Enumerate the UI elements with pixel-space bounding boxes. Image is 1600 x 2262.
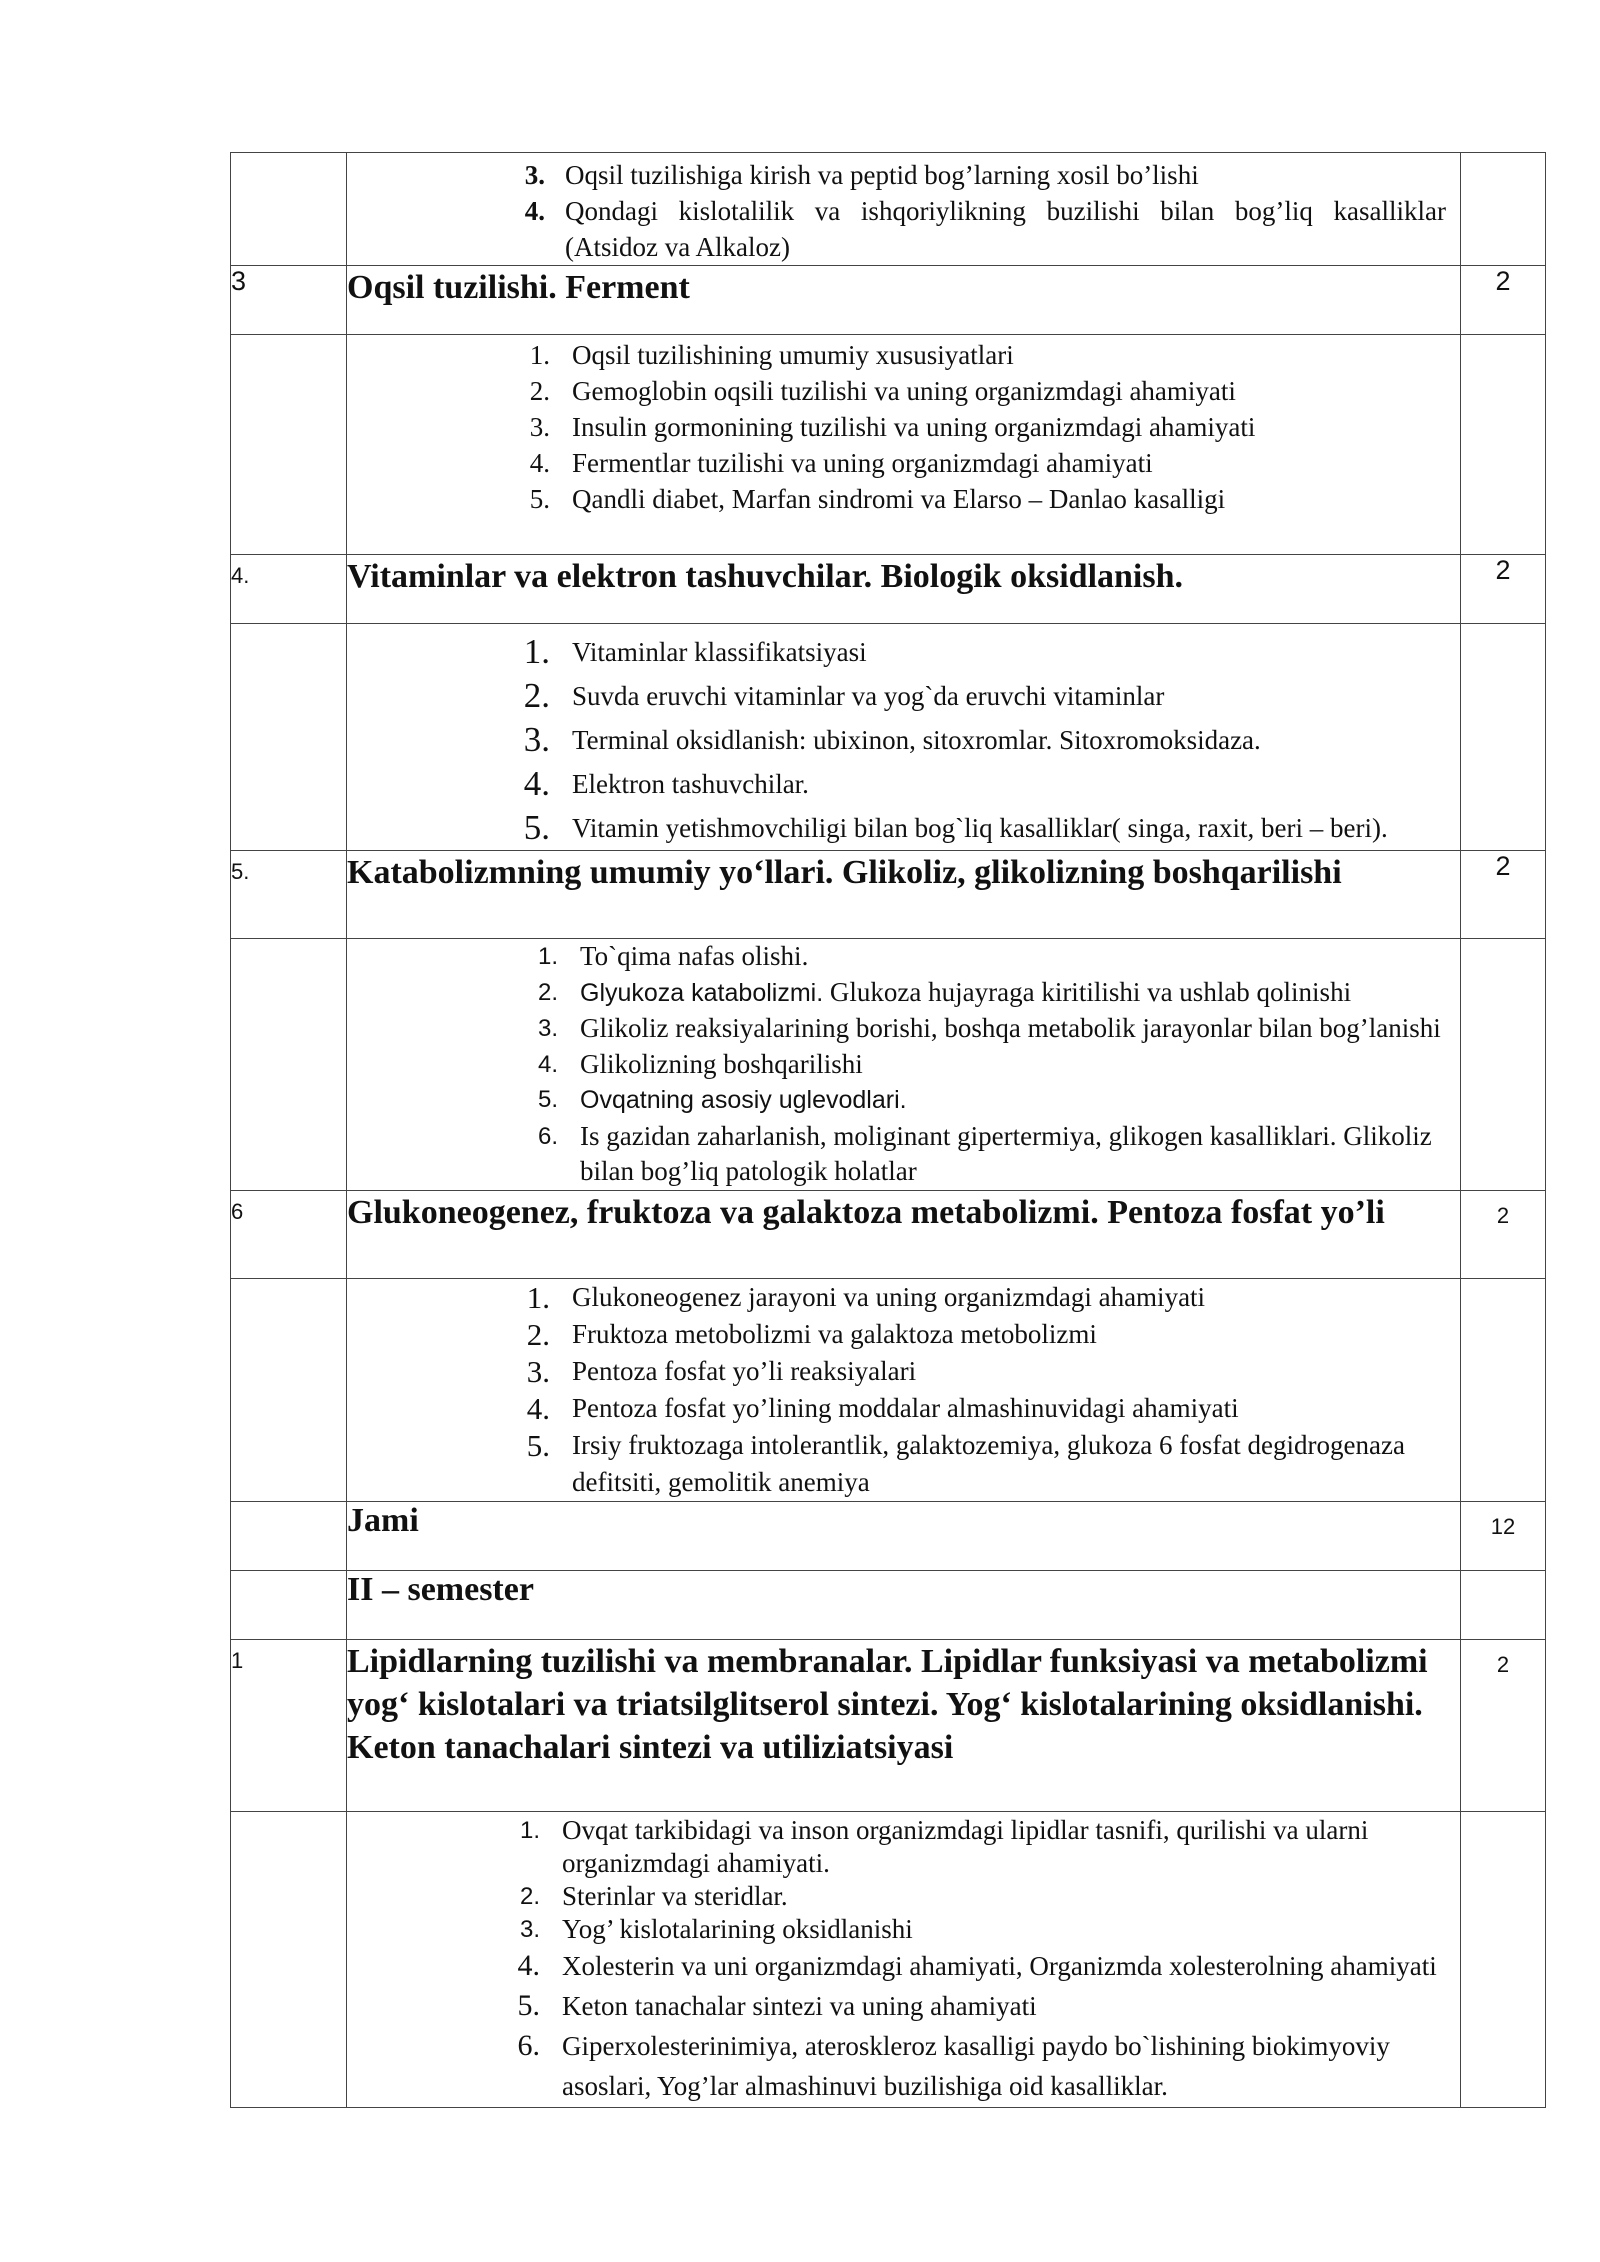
topic-title: Glukoneogenez, fruktoza va galaktoza metabolizmi. Pentoza fosfat yo’li xyxy=(347,1190,1461,1278)
list-item xyxy=(522,373,1446,409)
list-item xyxy=(512,1946,1446,1986)
item-number: 3. xyxy=(529,412,550,442)
table-row xyxy=(231,266,1546,335)
item-text: Ovqat tarkibidagi va inson organizmdagi lipidlar tasnifi, qurilishi va ularni organizmdagi ahamiyati. xyxy=(562,1814,1369,1878)
item-text: Elektron tashuvchilar. xyxy=(572,769,809,799)
list-item xyxy=(522,718,1446,762)
item-text: Glukoneogenez jarayoni va uning organizmdagi ahamiyati xyxy=(572,1281,1206,1312)
item-number: 3. xyxy=(537,1015,558,1042)
item-number: 3. xyxy=(524,160,545,190)
list-item xyxy=(530,1047,1446,1083)
list-item xyxy=(530,1011,1446,1047)
item-number: 5. xyxy=(517,1988,540,2022)
item-text: Is gazidan zaharlanish, moliginant gipertermiya, glikogen kasalliklari. Glikoliz bilan bog’liq patologik holatlar xyxy=(580,1120,1432,1186)
item-text xyxy=(580,975,1446,1012)
list-item xyxy=(517,157,1446,193)
item-text: Vitamin yetishmovchiligi bilan bog`liq kasalliklar( singa, raxit, beri – beri). xyxy=(572,813,1388,843)
item-number: 1. xyxy=(529,340,550,370)
item-number: 6. xyxy=(537,1122,558,1150)
table-row xyxy=(231,153,1546,266)
number-cell xyxy=(231,1811,347,2107)
item-text: Oqsil tuzilishining umumiy xususiyatlari xyxy=(572,340,1014,370)
list-item xyxy=(522,762,1446,806)
list-item xyxy=(522,409,1446,445)
item-number: 5. xyxy=(529,484,550,514)
item-number: 2. xyxy=(519,1882,540,1910)
total-hours: 12 xyxy=(1461,1501,1546,1570)
table-row xyxy=(231,1570,1546,1639)
item-text: Fruktoza metobolizmi va galaktoza metobolizmi xyxy=(572,1318,1097,1349)
number-cell xyxy=(231,624,347,851)
item-number: 2. xyxy=(526,1316,550,1352)
item-text: Giperxolesterinimiya, ateroskleroz kasalligi paydo bo`lishining biokimyoviy asoslari, Yog’lar almashinuvi buzilishiga oid kasalliklar. xyxy=(562,2030,1390,2101)
item-lead: Glyukoza katabolizmi. xyxy=(580,978,824,1007)
item-text: Terminal oksidlanish: ubixinon, sitoxromlar. Sitoxromoksidaza. xyxy=(572,725,1261,755)
total-label: Jami xyxy=(347,1501,1461,1570)
hours-cell xyxy=(1461,1570,1546,1639)
topic-hours: 2 xyxy=(1461,1190,1546,1278)
item-text: Yog’ kislotalarining oksidlanishi xyxy=(562,1913,913,1944)
item-number: 4. xyxy=(529,448,550,478)
list-item xyxy=(522,1353,1446,1390)
list-item xyxy=(522,1427,1446,1501)
item-number: 4. xyxy=(526,1390,550,1426)
item-text xyxy=(580,1082,1446,1119)
hours-cell xyxy=(1461,153,1546,266)
item-number: 2. xyxy=(523,676,550,715)
item-text: Suvda eruvchi vitaminlar va yog`da eruvchi vitaminlar xyxy=(572,681,1165,711)
topic-title: Vitaminlar va elektron tashuvchilar. Biologik oksidlanish. xyxy=(347,555,1461,624)
topic-hours: 2 xyxy=(1461,555,1546,624)
table-row xyxy=(231,1501,1546,1570)
list-item xyxy=(522,630,1446,674)
item-number: 3. xyxy=(526,1353,550,1389)
item-rest: Glukoza hujayraga kiritilishi va ushlab qolinishi xyxy=(823,976,1352,1007)
hours-cell xyxy=(1461,1811,1546,2107)
item-number: 1. xyxy=(537,943,558,970)
item-number: 5. xyxy=(526,1427,550,1463)
list-item xyxy=(512,1814,1446,1880)
item-text: Qandli diabet, Marfan sindromi va Elarso – Danlao kasalligi xyxy=(572,484,1226,514)
table-row xyxy=(231,1811,1546,2107)
table-row xyxy=(231,939,1546,1191)
semester-heading: II – semester xyxy=(347,1570,1461,1639)
item-number: 4. xyxy=(524,196,545,226)
topic-number: 3 xyxy=(231,266,347,335)
topic-title: Lipidlarning tuzilishi va membranalar. Lipidlar funksiyasi va metabolizmi yog‘ kislotalari va triatsilglitserol sintezi. Yog‘ kislotalarining oksidlanishi. Keton tanachalari sintezi va utiliziatsiyasi xyxy=(347,1639,1461,1811)
list-item xyxy=(530,975,1446,1012)
item-number: 3. xyxy=(523,720,550,759)
list-item xyxy=(512,2026,1446,2106)
subtopic-cell xyxy=(347,939,1461,1191)
item-text: Sterinlar va steridlar. xyxy=(562,1880,788,1911)
item-text: Pentoza fosfat yo’li reaksiyalari xyxy=(572,1355,917,1386)
subtopic-list xyxy=(347,624,1460,850)
item-text: Vitaminlar klassifikatsiyasi xyxy=(572,637,867,667)
item-number: 4. xyxy=(523,764,550,803)
hours-cell xyxy=(1461,939,1546,1191)
item-text: Glikolizning boshqarilishi xyxy=(580,1048,863,1079)
number-cell xyxy=(231,1501,347,1570)
list-item xyxy=(522,337,1446,373)
list-item xyxy=(522,1279,1446,1316)
list-item xyxy=(530,939,1446,975)
hours-cell xyxy=(1461,1278,1546,1501)
subtopic-cell xyxy=(347,335,1461,555)
table-row xyxy=(231,555,1546,624)
subtopic-list xyxy=(347,153,1460,265)
topic-number: 4. xyxy=(231,555,347,624)
item-text: Insulin gormonining tuzilishi va uning organizmdagi ahamiyati xyxy=(572,412,1256,442)
item-number: 2. xyxy=(529,376,550,406)
topic-number: 1 xyxy=(231,1639,347,1811)
list-item xyxy=(522,481,1446,517)
list-item xyxy=(522,674,1446,718)
number-cell xyxy=(231,153,347,266)
item-number: 5. xyxy=(523,808,550,847)
topic-number: 5. xyxy=(231,851,347,939)
hours-cell xyxy=(1461,624,1546,851)
subtopic-cell xyxy=(347,153,1461,266)
subtopic-list xyxy=(347,1812,1460,2106)
number-cell xyxy=(231,335,347,555)
hours-cell xyxy=(1461,335,1546,555)
item-number: 3. xyxy=(519,1915,540,1943)
table-row xyxy=(231,1190,1546,1278)
item-text: Pentoza fosfat yo’lining moddalar almashinuvidagi ahamiyati xyxy=(572,1392,1239,1423)
item-number: 2. xyxy=(537,978,558,1006)
item-number: 1. xyxy=(523,632,550,671)
table-row xyxy=(231,851,1546,939)
list-item xyxy=(522,1390,1446,1427)
list-item xyxy=(517,193,1446,265)
item-number: 1. xyxy=(519,1816,540,1844)
item-text: Xolesterin va uni organizmdagi ahamiyati, Organizmda xolesterolning ahamiyati xyxy=(562,1950,1437,1981)
list-item xyxy=(522,1316,1446,1353)
topic-hours: 2 xyxy=(1461,851,1546,939)
list-item xyxy=(530,1082,1446,1119)
item-text: Oqsil tuzilishiga kirish va peptid bog’larning xosil bo’lishi xyxy=(565,160,1199,190)
item-text: Qondagi kislotalilik va ishqoriylikning buzilishi bilan bog’liq kasalliklar (Atsidoz va Alkaloz) xyxy=(565,196,1446,262)
item-number: 1. xyxy=(526,1279,550,1315)
item-text: To`qima nafas olishi. xyxy=(580,941,809,971)
list-item xyxy=(512,1880,1446,1913)
list-item xyxy=(522,806,1446,850)
subtopic-cell xyxy=(347,1811,1461,2107)
table-row xyxy=(231,1278,1546,1501)
table-row xyxy=(231,335,1546,555)
number-cell xyxy=(231,939,347,1191)
item-lead: Ovqatning asosiy uglevodlari. xyxy=(580,1086,907,1114)
subtopic-list xyxy=(347,335,1460,517)
topic-number: 6 xyxy=(231,1190,347,1278)
list-item xyxy=(522,445,1446,481)
item-text: Fermentlar tuzilishi va uning organizmdagi ahamiyati xyxy=(572,448,1153,478)
list-item xyxy=(512,1913,1446,1946)
item-text: Glikoliz reaksiyalarining borishi, boshqa metabolik jarayonlar bilan bog’lanishi xyxy=(580,1013,1441,1043)
item-number: 4. xyxy=(537,1050,558,1078)
subtopic-list xyxy=(347,939,1460,1190)
item-number: 6. xyxy=(517,2028,540,2062)
subtopic-cell xyxy=(347,1278,1461,1501)
item-number: 4. xyxy=(517,1948,540,1982)
syllabus-table xyxy=(230,152,1546,2108)
topic-hours: 2 xyxy=(1461,1639,1546,1811)
number-cell xyxy=(231,1278,347,1501)
list-item xyxy=(512,1986,1446,2026)
item-text: Irsiy fruktozaga intolerantlik, galaktozemiya, glukoza 6 fosfat degidrogenaza defitsiti, gemolitik anemiya xyxy=(572,1429,1405,1497)
number-cell xyxy=(231,1570,347,1639)
item-text: Gemoglobin oqsili tuzilishi va uning organizmdagi ahamiyati xyxy=(572,376,1236,406)
item-text: Keton tanachalar sintezi va uning ahamiyati xyxy=(562,1990,1037,2021)
topic-title: Katabolizmning umumiy yo‘llari. Glikoliz, glikolizning boshqarilishi xyxy=(347,851,1461,939)
table-row xyxy=(231,1639,1546,1811)
topic-title: Oqsil tuzilishi. Ferment xyxy=(347,266,1461,335)
item-number: 5. xyxy=(537,1086,558,1113)
list-item xyxy=(530,1119,1446,1190)
topic-hours: 2 xyxy=(1461,266,1546,335)
table-row xyxy=(231,624,1546,851)
subtopic-list xyxy=(347,1279,1460,1501)
subtopic-cell xyxy=(347,624,1461,851)
